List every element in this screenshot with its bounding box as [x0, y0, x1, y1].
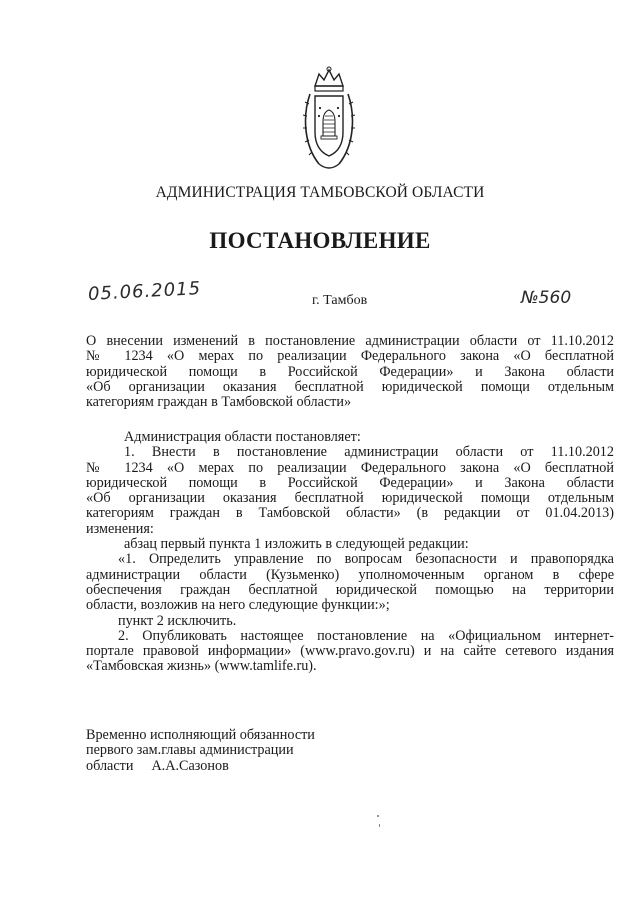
signatory-name: А.А.Сазонов [151, 757, 229, 774]
signatory-position: первого зам.главы администрации [86, 742, 294, 759]
body-line: № 1234 «О мерах по реализации Федерального закона «О бесплатной [86, 459, 614, 476]
scan-speck [377, 815, 379, 817]
scan-speck [379, 824, 380, 827]
body-line: 2. Опубликовать настоящее постановление на «Официальном интернет- [118, 627, 614, 644]
body-line: Администрация области постановляет: [124, 429, 361, 445]
body-line: обеспечения граждан бесплатной юридической помощью на территории [86, 581, 614, 598]
body-line: изменения: [86, 520, 154, 537]
document-body [86, 430, 614, 675]
document-type-title: ПОСТАНОВЛЕНИЕ [209, 228, 431, 253]
tambov-coat-of-arms-icon [301, 64, 357, 176]
body-line: 1. Внести в постановление администрации области от 11.10.2012 [124, 444, 614, 461]
subject-line: юридической помощи в Российской Федерации» и Закона области [86, 363, 614, 380]
signature-block [86, 728, 315, 774]
signatory-position [86, 759, 315, 774]
document-subject [86, 334, 614, 410]
body-line: пункт 2 исключить. [118, 612, 237, 629]
subject-line: «Об организации оказания бесплатной юридической помощи отдельным [86, 378, 614, 395]
body-line: области, возложив на него следующие функции:»; [86, 597, 390, 614]
subject-line: № 1234 «О мерах по реализации Федерального закона «О бесплатной [86, 348, 614, 365]
body-line: юридической помощи в Российской Федерации» и Закона области [86, 474, 614, 491]
document-date: 05.06.2015 [87, 278, 202, 305]
document-city: г. Тамбов [312, 293, 368, 308]
body-line: категориям граждан в Тамбовской области» (в редакции от 01.04.2013) [86, 505, 614, 522]
subject-line: О внесении изменений в постановление администрации области от 11.10.2012 [86, 333, 614, 349]
body-line: администрации области (Кузьменко) уполномоченным органом в сфере [86, 566, 614, 583]
signatory-region: области [86, 757, 134, 774]
body-line: «1. Определить управление по вопросам безопасности и правопорядка [118, 551, 614, 568]
document-number: №560 [521, 288, 572, 308]
subject-line: категориям граждан в Тамбовской области» [86, 394, 352, 411]
body-line: «Об организации оказания бесплатной юридической помощи отдельным [86, 490, 614, 507]
body-line: абзац первый пункта 1 изложить в следующей редакции: [124, 536, 469, 553]
body-line: портале правовой информации» (www.pravo.gov.ru) и на сайте сетевого издания [86, 643, 614, 660]
body-line: «Тамбовская жизнь» (www.tamlife.ru). [86, 658, 317, 675]
org-name: АДМИНИСТРАЦИЯ ТАМБОВСКОЙ ОБЛАСТИ [155, 184, 485, 201]
signatory-position: Временно исполняющий обязанности [86, 727, 315, 743]
